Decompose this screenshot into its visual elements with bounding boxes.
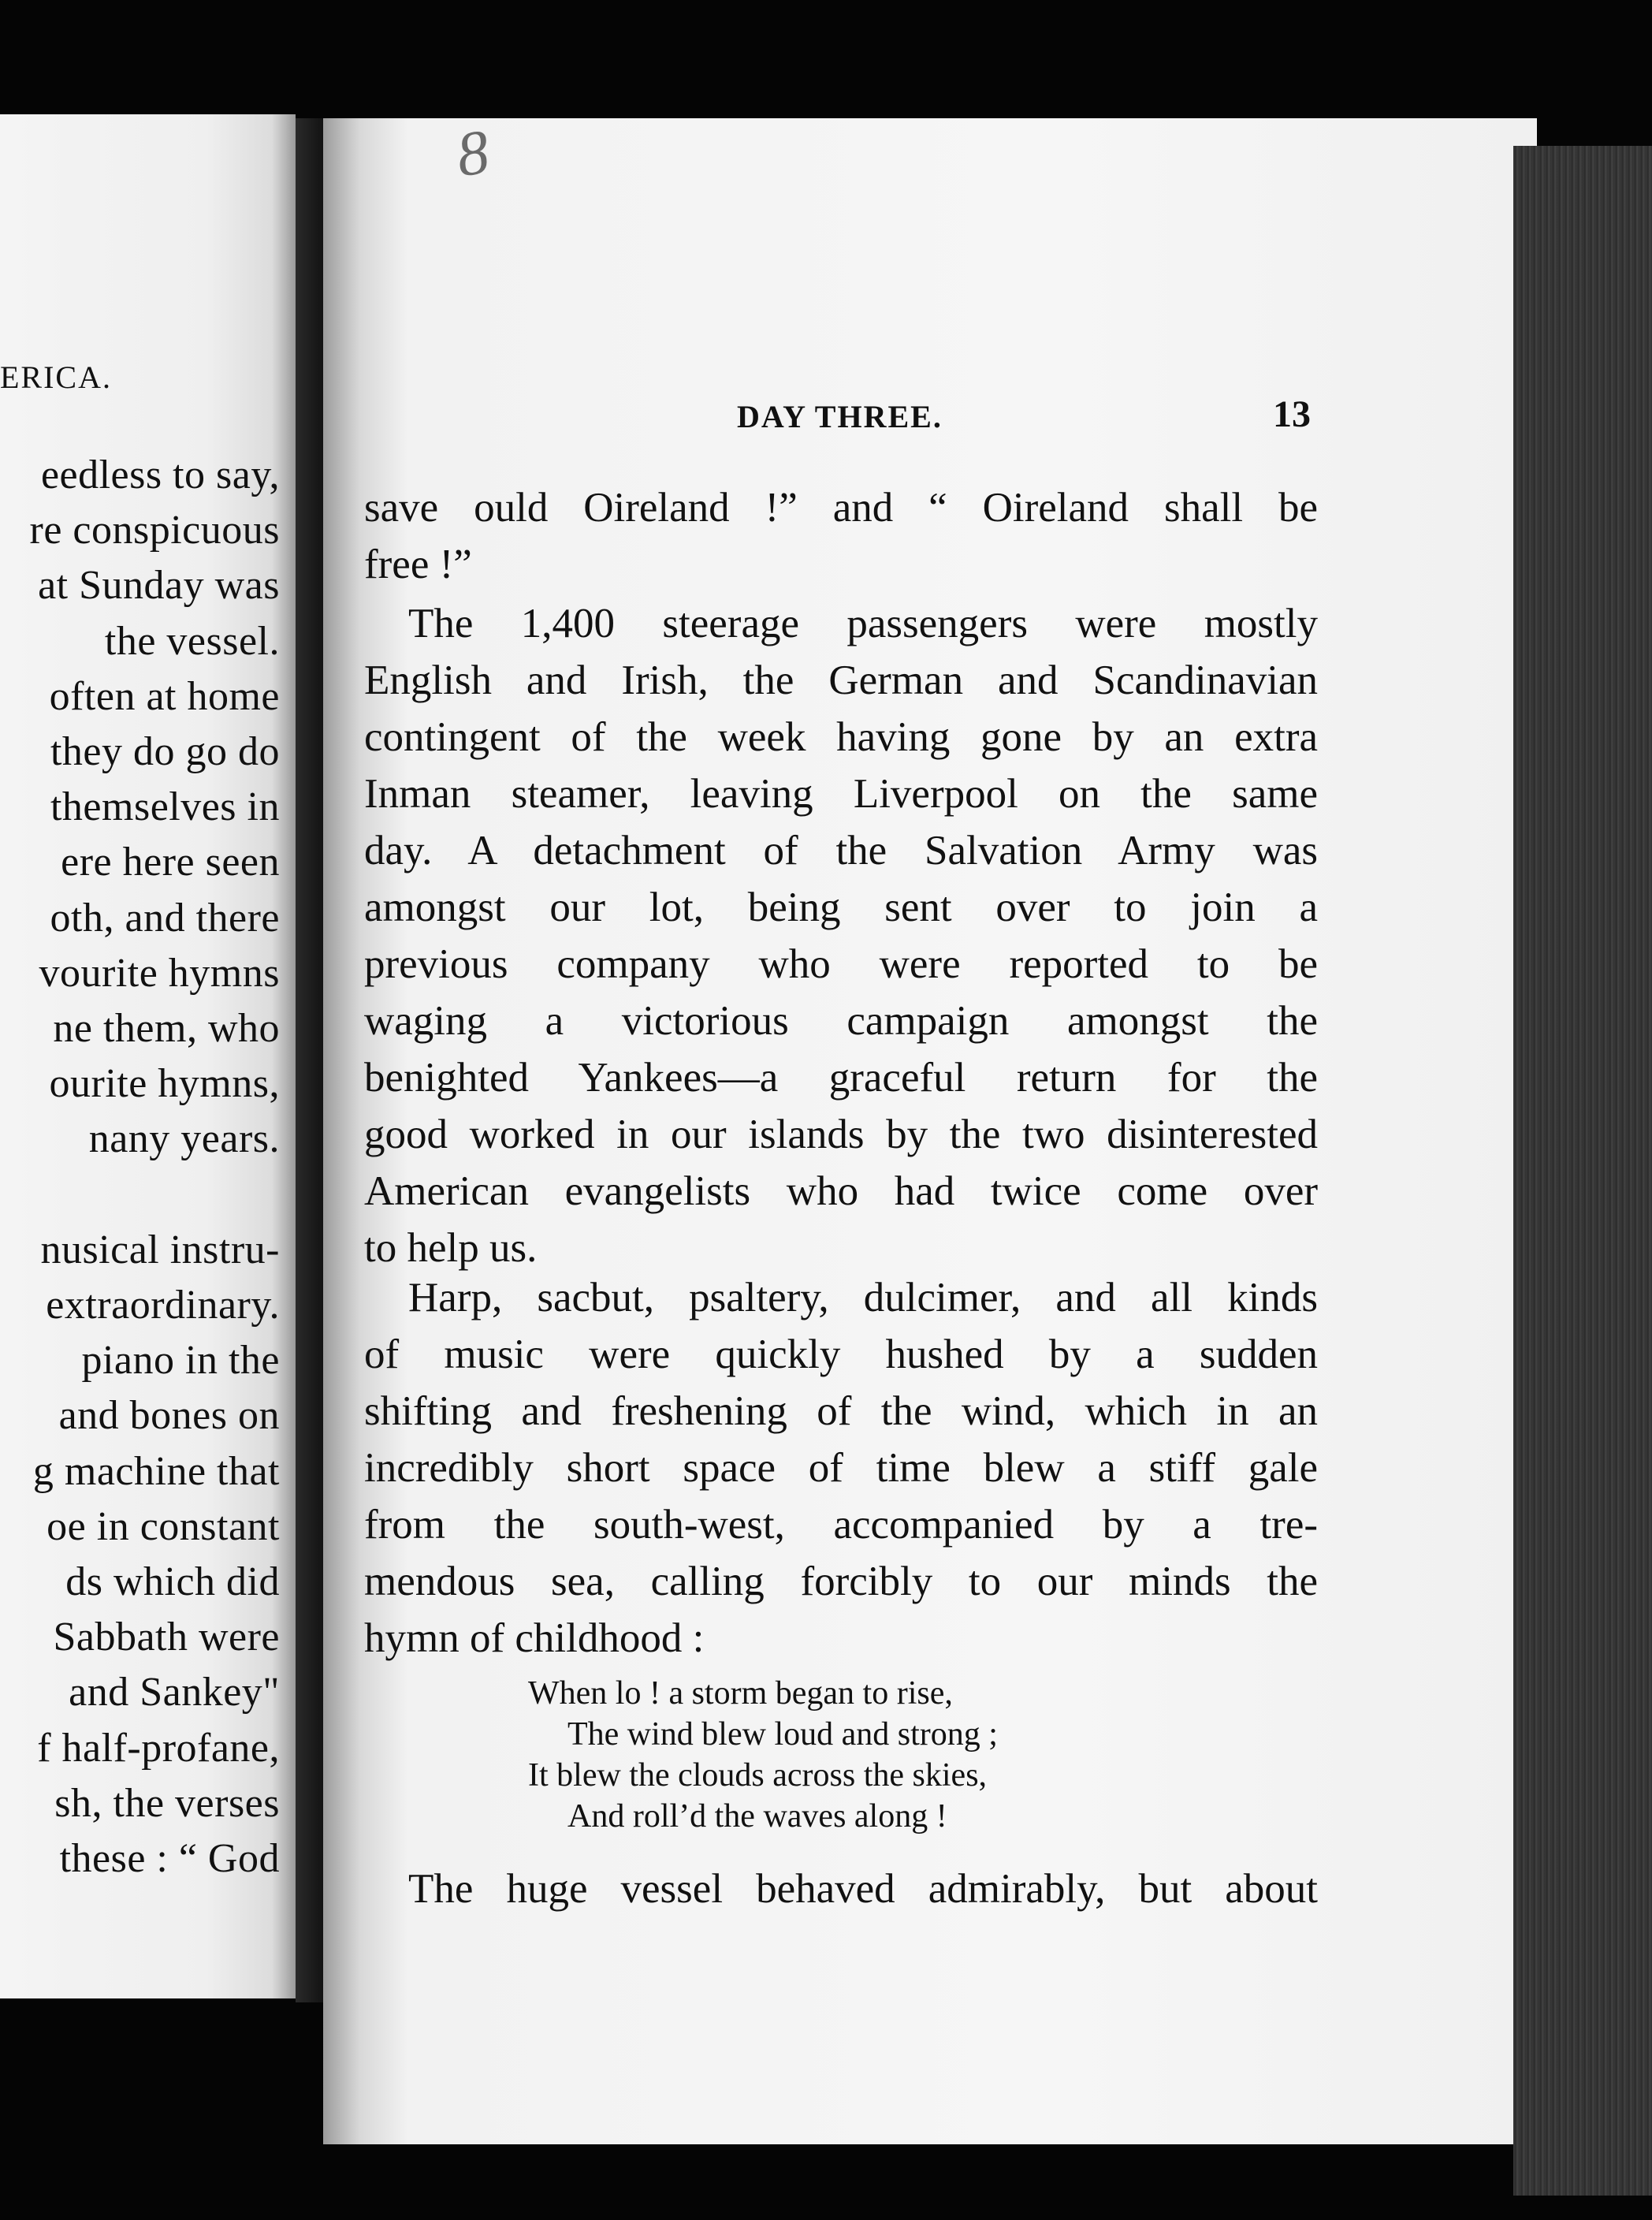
text-line: waging a victorious campaign amongst the xyxy=(364,998,1318,1044)
verse-line: It blew the clouds across the skies, xyxy=(528,1757,988,1794)
text-line: hymn of childhood : xyxy=(364,1615,705,1661)
left-page-line: they do go do xyxy=(50,729,280,774)
left-page-line: g machine that xyxy=(32,1448,280,1494)
text-line: Inman steamer, leaving Liverpool on the same xyxy=(364,771,1318,817)
text-line: good worked in our islands by the two disinterested xyxy=(364,1112,1318,1157)
left-page-line: oth, and there xyxy=(50,895,280,941)
left-page-line: f half-profane, xyxy=(37,1725,280,1771)
left-page-line: nany years. xyxy=(88,1116,280,1162)
text-line: shifting and freshening of the wind, which in an xyxy=(364,1388,1318,1434)
left-page-line: extraordinary. xyxy=(46,1283,280,1328)
text-line: American evangelists who had twice come over xyxy=(364,1168,1318,1214)
text-line: to help us. xyxy=(364,1225,538,1271)
text-line: free !” xyxy=(364,542,472,587)
paragraph-1 xyxy=(364,479,1318,593)
text-line: English and Irish, the German and Scandinavian xyxy=(364,657,1318,703)
left-page-line: these : “ God xyxy=(59,1836,280,1881)
left-page-line: often at home xyxy=(49,673,280,719)
text-line: amongst our lot, being sent over to join a xyxy=(364,885,1318,930)
text-line: contingent of the week having gone by an extra xyxy=(364,714,1318,760)
left-page-line: vourite hymns xyxy=(39,950,280,996)
text-line: benighted Yankees—a graceful return for the xyxy=(364,1055,1318,1101)
left-page-line: re conspicuous xyxy=(29,508,280,553)
text-line: day. A detachment of the Salvation Army was xyxy=(364,828,1318,873)
paragraph-2 xyxy=(364,595,1318,1276)
left-page-line: the vessel. xyxy=(104,618,280,664)
text-line: of music were quickly hushed by a sudden xyxy=(364,1332,1318,1377)
verse-line: The wind blew loud and strong ; xyxy=(567,1716,998,1753)
text-line: The huge vessel behaved admirably, but about xyxy=(408,1866,1318,1912)
pencil-annotation: 8 xyxy=(452,117,493,191)
paragraph-4 xyxy=(364,1861,1318,1917)
running-head: DAY THREE. xyxy=(737,399,943,434)
verse-line: And roll’d the waves along ! xyxy=(567,1798,947,1834)
text-line: mendous sea, calling forcibly to our minds the xyxy=(364,1559,1318,1604)
paragraph-3 xyxy=(364,1269,1318,1667)
left-page-line: nusical instru- xyxy=(40,1227,280,1272)
left-page-line: ourite hymns, xyxy=(49,1061,280,1107)
left-page-line: and Sankey" xyxy=(69,1670,280,1715)
verse-line: When lo ! a storm began to rise, xyxy=(528,1675,953,1712)
left-page xyxy=(0,114,296,1998)
text-line: The 1,400 steerage passengers were mostly xyxy=(408,601,1318,646)
left-page-line: ds which did xyxy=(65,1559,280,1604)
text-line: incredibly short space of time blew a stiff gale xyxy=(364,1445,1318,1491)
left-page-line: piano in the xyxy=(81,1338,280,1384)
left-page-line: Sabbath were xyxy=(53,1615,280,1660)
text-line: save ould Oireland !” and “ Oireland shall be xyxy=(364,485,1318,531)
left-page-line: eedless to say, xyxy=(40,453,280,497)
left-page-line: themselves in xyxy=(50,784,280,830)
left-page-line: and bones on xyxy=(58,1393,280,1439)
left-page-running-head: ERICA. xyxy=(0,359,112,395)
text-line: previous company who were reported to be xyxy=(364,941,1318,987)
left-page-line: ne them, who xyxy=(53,1006,280,1051)
left-page-line: ere here seen xyxy=(61,840,280,885)
page-stack-edge xyxy=(1513,146,1652,2196)
text-line: Harp, sacbut, psaltery, dulcimer, and all kinds xyxy=(408,1275,1318,1320)
hymn-verse xyxy=(528,1673,998,1837)
left-page-line: sh, the verses xyxy=(54,1780,280,1826)
left-page-line: at Sunday was xyxy=(38,563,280,609)
text-line: from the south-west, accompanied by a tre- xyxy=(364,1502,1318,1548)
page-number: 13 xyxy=(1273,393,1311,435)
left-page-line: oe in constant xyxy=(47,1503,280,1549)
